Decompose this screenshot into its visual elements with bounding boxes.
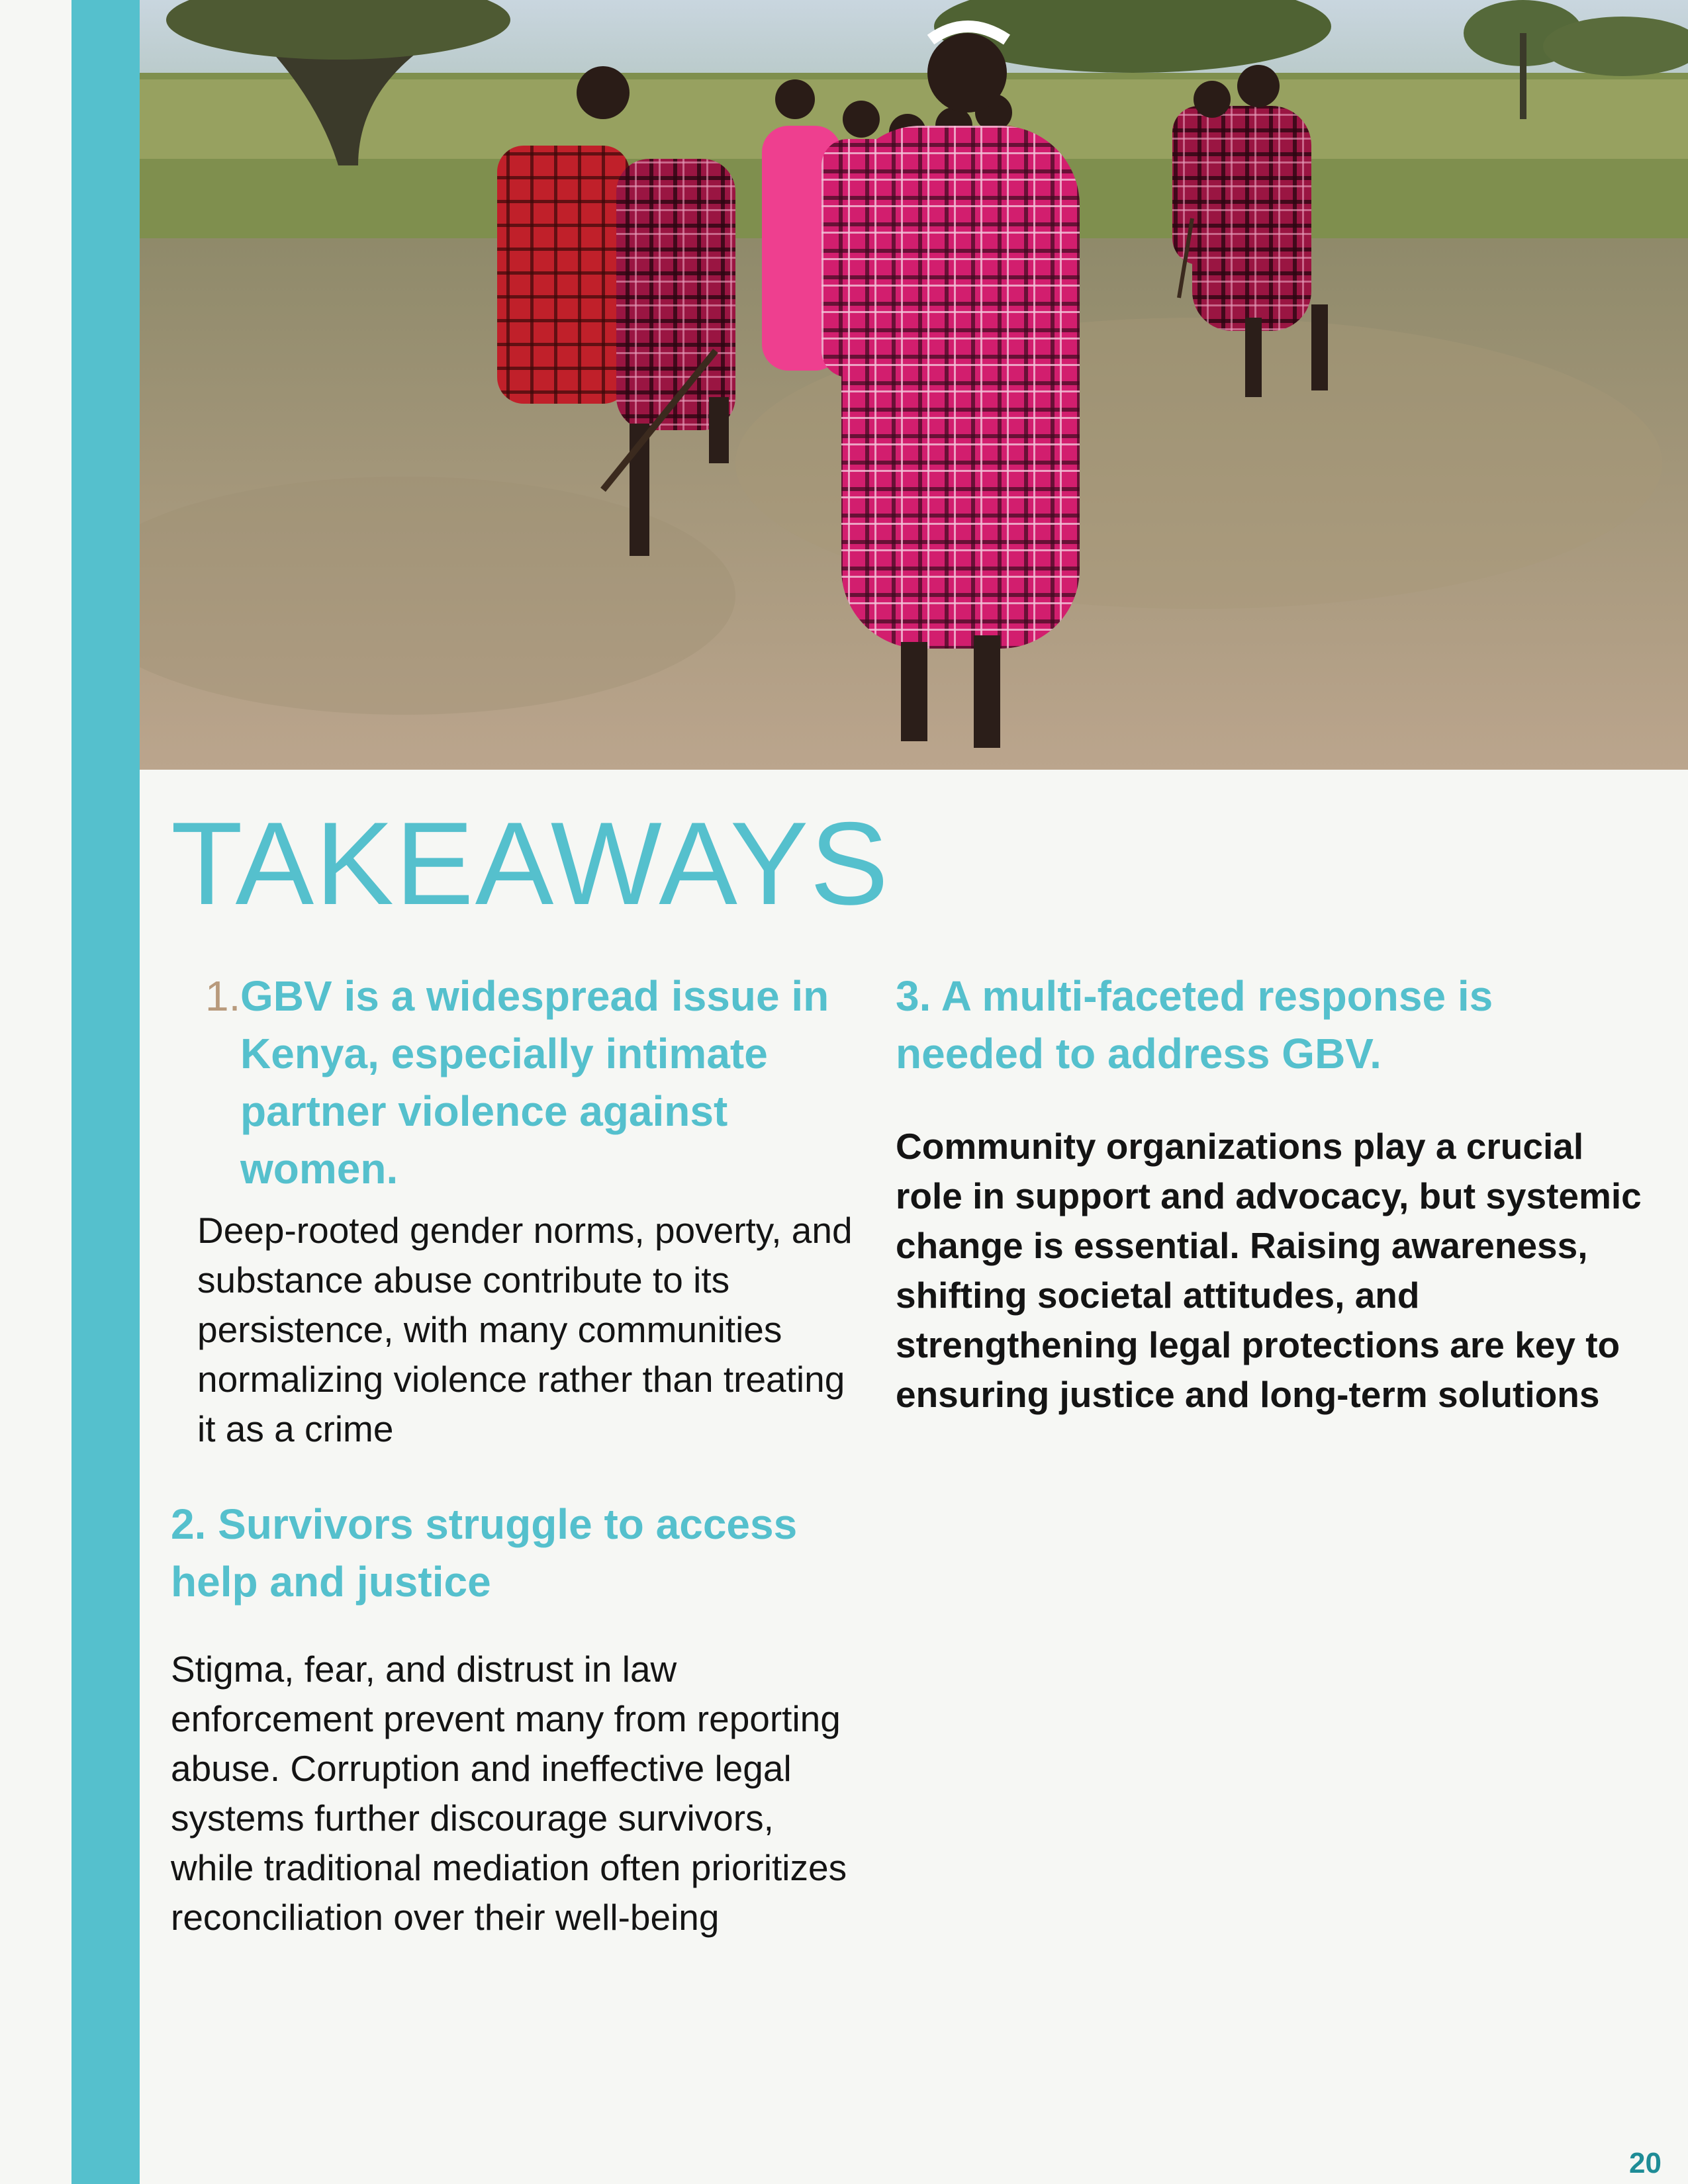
takeaway-3-body: Community organizations play a crucial role in support and advocacy, but systemic change is essential. Raising awareness, shifting societal attitudes, and strengthening legal protections are key to ensuring justice and long-term solutions	[896, 1126, 1642, 1415]
takeaway-3-heading: 3. A multi-faceted response is needed to address GBV.	[896, 972, 1493, 1077]
takeaway-1-body: Deep-rooted gender norms, poverty, and substance abuse contribute to its persistence, with many communities normalizing violence rather than treating it as a crime	[197, 1210, 853, 1449]
takeaway-2-heading: 2. Survivors struggle to access help and justice	[171, 1500, 798, 1606]
takeaway-1-number: 1.	[205, 972, 241, 1020]
accent-sidebar-bar	[71, 0, 140, 2184]
takeaway-2-body: Stigma, fear, and distrust in law enforcement prevent many from reporting abuse. Corruption and ineffective legal systems further discourage survivors, while traditional mediation often prioritizes reconciliation over their well-being	[171, 1649, 847, 1938]
page-title: TAKEAWAYS	[171, 797, 890, 929]
page-number: 20	[1629, 2147, 1662, 2179]
takeaway-1-heading: GBV is a widespread issue in Kenya, especially intimate partner violence against women.	[240, 972, 829, 1193]
cover-photo	[140, 0, 1688, 770]
